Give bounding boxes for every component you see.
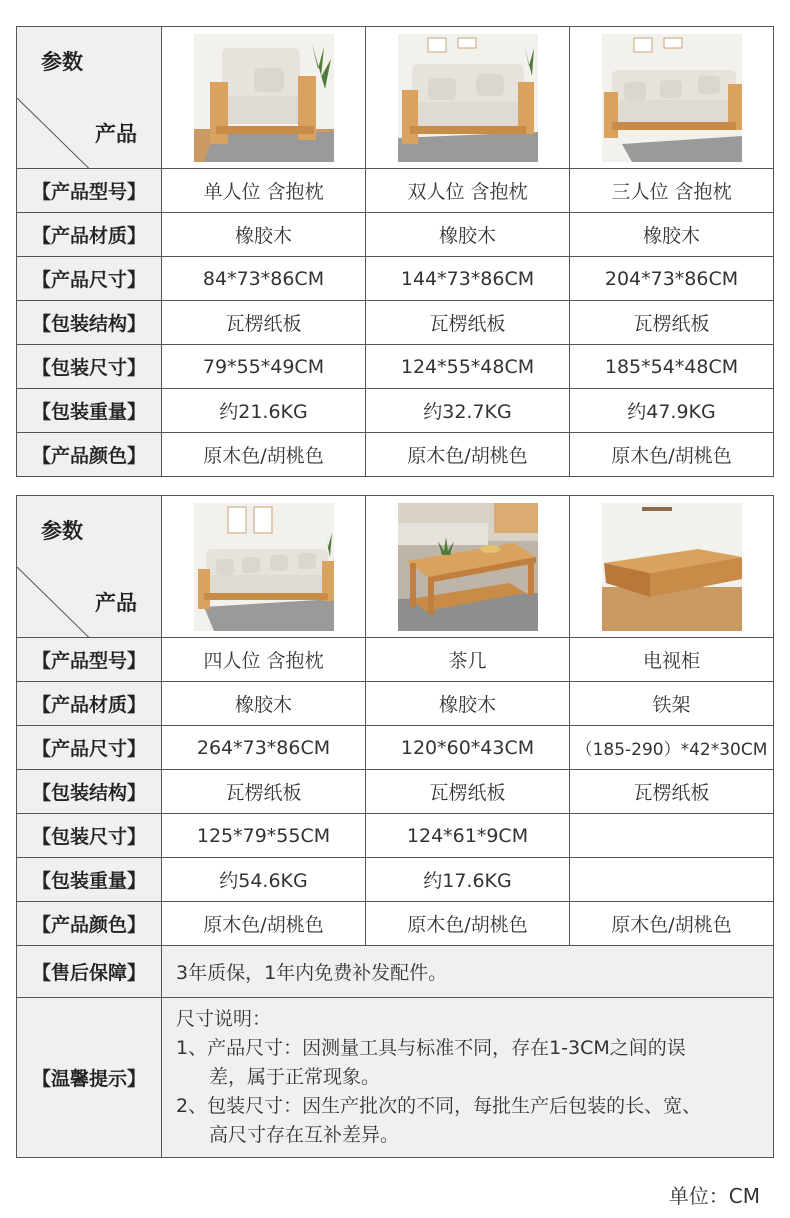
cell-model: 三人位 含抱枕 [570,169,774,213]
cell-size: 144*73*86CM [366,257,570,301]
row-label-pack-size: 【包装尺寸】 [17,814,162,858]
product-image-double-sofa [366,27,570,169]
product-image-four-seat-sofa [162,496,366,638]
row-label-material: 【产品材质】 [17,213,162,257]
row-label-pack-struct: 【包装结构】 [17,770,162,814]
coffee-table-image [398,503,538,631]
row-label-service: 【售后保障】 [17,946,162,998]
cell-pack-weight: 约54.6KG [162,858,366,902]
cell-size: 84*73*86CM [162,257,366,301]
single-sofa-image [194,34,334,162]
cell-color: 原木色/胡桃色 [570,433,774,477]
row-label-tips: 【温馨提示】 [17,998,162,1158]
tips-line-1: 1、产品尺寸：因测量工具与标准不同，存在1-3CM之间的误 [176,1037,686,1059]
service-text: 3年质保，1年内免费补发配件。 [162,946,774,998]
row-label-pack-struct: 【包装结构】 [17,301,162,345]
cell-color: 原木色/胡桃色 [570,902,774,946]
row-label-color: 【产品颜色】 [17,902,162,946]
corner-param-label: 参数 [41,49,83,74]
cell-pack-weight [570,858,774,902]
unit-note: 单位：CM [668,1184,760,1208]
cell-material: 橡胶木 [366,682,570,726]
cell-pack-weight: 约21.6KG [162,389,366,433]
tips-line-1b: 差，属于正常现象。 [209,1066,381,1088]
cell-color: 原木色/胡桃色 [366,902,570,946]
cell-size: 204*73*86CM [570,257,774,301]
row-label-size: 【产品尺寸】 [17,726,162,770]
corner-product-label: 产品 [95,590,137,615]
row-label-pack-weight: 【包装重量】 [17,858,162,902]
cell-pack-struct: 瓦楞纸板 [570,301,774,345]
corner-cell [17,27,162,169]
tips-cell [162,998,774,1158]
tips-line-2b: 高尺寸存在互补差异。 [209,1124,400,1146]
cell-pack-weight: 约47.9KG [570,389,774,433]
cell-model: 单人位 含抱枕 [162,169,366,213]
product-image-coffee-table [366,496,570,638]
cell-pack-size: 185*54*48CM [570,345,774,389]
cell-pack-struct: 瓦楞纸板 [162,301,366,345]
cell-pack-weight: 约17.6KG [366,858,570,902]
cell-pack-struct: 瓦楞纸板 [570,770,774,814]
cell-color: 原木色/胡桃色 [162,902,366,946]
cell-material: 橡胶木 [366,213,570,257]
cell-material: 橡胶木 [162,213,366,257]
corner-param-label: 参数 [41,518,83,543]
cell-size: 264*73*86CM [162,726,366,770]
cell-model: 双人位 含抱枕 [366,169,570,213]
cell-model: 电视柜 [570,638,774,682]
cell-pack-struct: 瓦楞纸板 [366,301,570,345]
cell-pack-size: 124*55*48CM [366,345,570,389]
spec-table-2 [16,495,774,1158]
diagonal-divider [17,98,162,169]
double-sofa-image [398,34,538,162]
row-label-pack-weight: 【包装重量】 [17,389,162,433]
cell-color: 原木色/胡桃色 [162,433,366,477]
cell-pack-size [570,814,774,858]
cell-pack-struct: 瓦楞纸板 [366,770,570,814]
tips-heading: 尺寸说明： [176,1008,272,1030]
cell-pack-size: 125*79*55CM [162,814,366,858]
row-label-color: 【产品颜色】 [17,433,162,477]
diagonal-divider [17,567,162,638]
cell-material: 铁架 [570,682,774,726]
cell-model: 四人位 含抱枕 [162,638,366,682]
cell-pack-size: 124*61*9CM [366,814,570,858]
tv-cabinet-image [602,503,742,631]
spec-table-1 [16,26,774,477]
product-image-single-sofa [162,27,366,169]
row-label-model: 【产品型号】 [17,638,162,682]
row-label-material: 【产品材质】 [17,682,162,726]
cell-material: 橡胶木 [162,682,366,726]
cell-size: 120*60*43CM [366,726,570,770]
corner-cell [17,496,162,638]
product-image-triple-sofa [570,27,774,169]
cell-pack-size: 79*55*49CM [162,345,366,389]
cell-pack-struct: 瓦楞纸板 [162,770,366,814]
tips-line-2: 2、包装尺寸：因生产批次的不同，每批生产后包装的长、宽、 [176,1095,702,1117]
cell-color: 原木色/胡桃色 [366,433,570,477]
four-seat-sofa-image [194,503,334,631]
cell-model: 茶几 [366,638,570,682]
product-image-tv-cabinet [570,496,774,638]
row-label-model: 【产品型号】 [17,169,162,213]
cell-size: （185-290）*42*30CM [570,726,774,770]
row-label-pack-size: 【包装尺寸】 [17,345,162,389]
triple-sofa-image [602,34,742,162]
corner-product-label: 产品 [95,121,137,146]
row-label-size: 【产品尺寸】 [17,257,162,301]
cell-material: 橡胶木 [570,213,774,257]
cell-pack-weight: 约32.7KG [366,389,570,433]
